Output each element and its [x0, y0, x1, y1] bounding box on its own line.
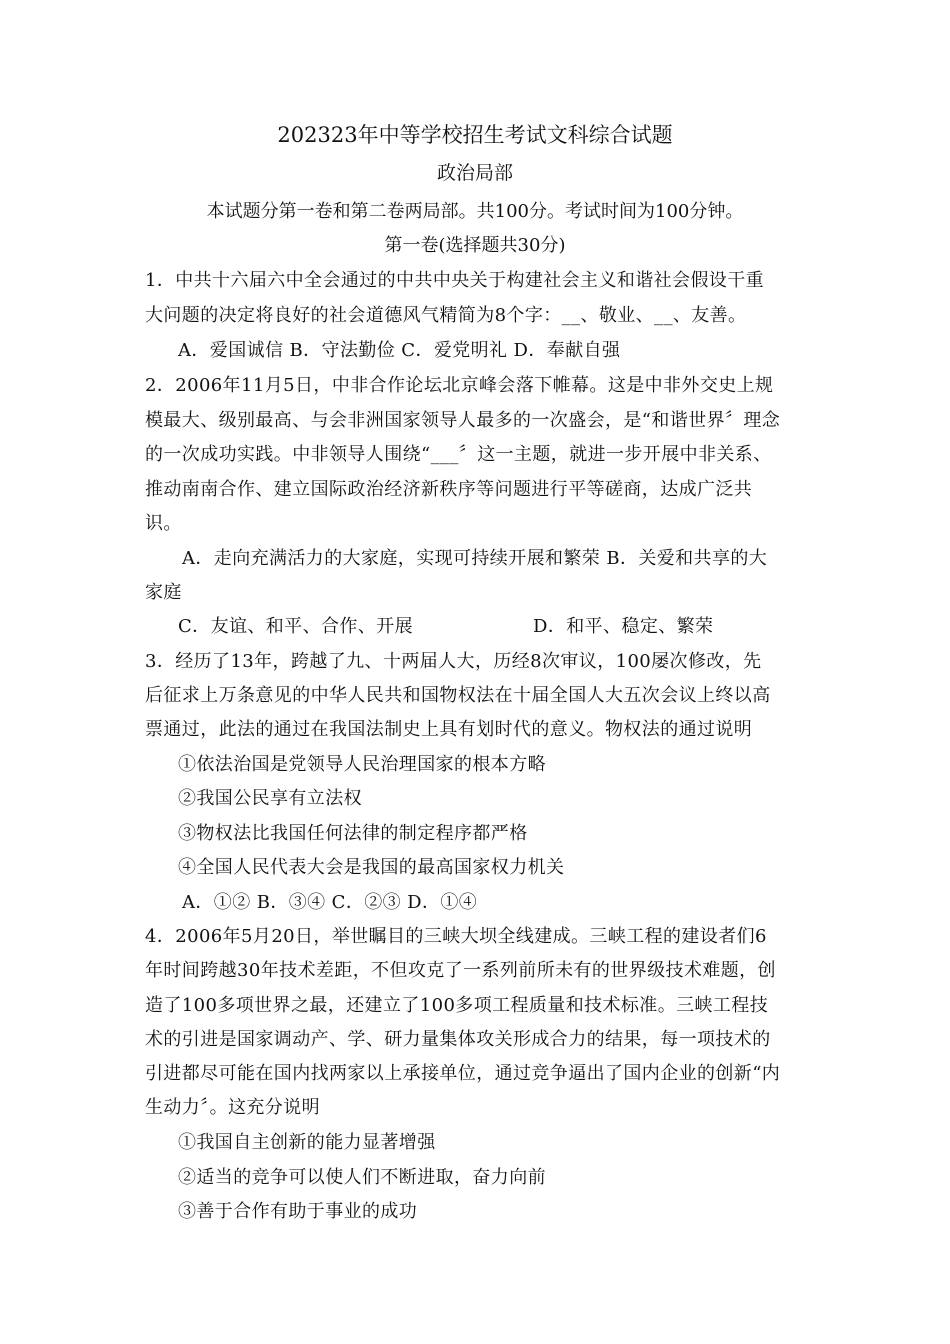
q4-item: ③善于合作有助于事业的成功 [178, 1201, 418, 1222]
q4-stem-line: 造了100多项世界之最，还建立了100多项工程质量和技术标准。三峡工程技 [145, 995, 769, 1016]
q4-item: ①我国自主创新的能力显著增强 [178, 1132, 436, 1153]
q2-stem-line: 的一次成功实践。中非领导人围绕“___〞这一主题，就进一步开展中非关系、 [145, 444, 772, 465]
q2-option-ab-continued: 家庭 [145, 582, 182, 603]
q1-stem-line: 1．中共十六届六中全会通过的中共中央关于构建社会主义和谐社会假设干重 [145, 270, 765, 291]
q3-stem-line: 3．经历了13年，跨越了九、十两届人大，历经8次审议，100屡次修改，先 [145, 651, 762, 672]
q2-option-d: D．和平、稳定、繁荣 [533, 616, 714, 637]
q2-stem-line: 模最大、级别最高、与会非洲国家领导人最多的一次盛会，是“和谐世界〞理念 [145, 410, 781, 431]
q1-stem-line: 大问题的决定将良好的社会道德风气精简为8个字：__、敬业、__、友善。 [145, 305, 747, 326]
q2-option-ab: A．走向充满活力的大家庭，实现可持续开展和繁荣 B．关爱和共享的大 [182, 548, 768, 569]
q3-item: ③物权法比我国任何法律的制定程序都严格 [178, 823, 528, 844]
q1-options: A．爱国诚信 B．守法勤俭 C．爱党明礼 D．奉献自强 [178, 340, 621, 361]
q2-stem-line: 推动南南合作、建立国际政治经济新秩序等问题进行平等磋商，达成广泛共 [145, 479, 753, 500]
q4-stem-line: 年时间跨越30年技术差距，不但攻克了一系列前所未有的世界级技术难题，创 [145, 960, 776, 981]
q3-item: ④全国人民代表大会是我国的最高国家权力机关 [178, 857, 565, 878]
q4-stem-line: 生动力〞。这充分说明 [145, 1097, 320, 1118]
exam-intro: 本试题分第一卷和第二卷两局部。共100分。考试时间为100分钟。 [206, 201, 744, 222]
q4-stem-line: 术的引进是国家调动产、学、研力量集体攻关形成合力的结果，每一项技术的 [145, 1029, 771, 1050]
q2-stem-line: 2．2006年11月5日，中非合作论坛北京峰会落下帷幕。这是中非外交史上规 [145, 375, 774, 396]
q4-item: ②适当的竞争可以使人们不断进取，奋力向前 [178, 1167, 546, 1188]
q3-stem-line: 后征求上万条意见的中华人民共和国物权法在十届全国人大五次会议上终以高 [145, 685, 771, 706]
q3-item: ①依法治国是党领导人民治理国家的根本方略 [178, 754, 546, 775]
q3-stem-line: 票通过，此法的通过在我国法制史上具有划时代的意义。物权法的通过说明 [145, 719, 753, 740]
q2-option-c: C．友谊、和平、合作、开展 [178, 616, 413, 637]
q4-stem-line: 4．2006年5月20日，举世瞩目的三峡大坝全线建成。三峡工程的建设者们6 [145, 926, 767, 947]
exam-subtitle: 政治局部 [436, 162, 513, 184]
q3-item: ②我国公民享有立法权 [178, 788, 362, 809]
section-heading: 第一卷(选择题共30分) [384, 235, 566, 256]
exam-title: 202323年中等学校招生考试文科综合试题 [277, 123, 673, 147]
q3-options: A．①② B．③④ C．②③ D．①④ [182, 892, 478, 913]
q4-stem-line: 引进都尽可能在国内找两家以上承接单位，通过竞争逼出了国内企业的创新“内 [145, 1063, 781, 1084]
q2-stem-line: 识。 [145, 513, 182, 534]
